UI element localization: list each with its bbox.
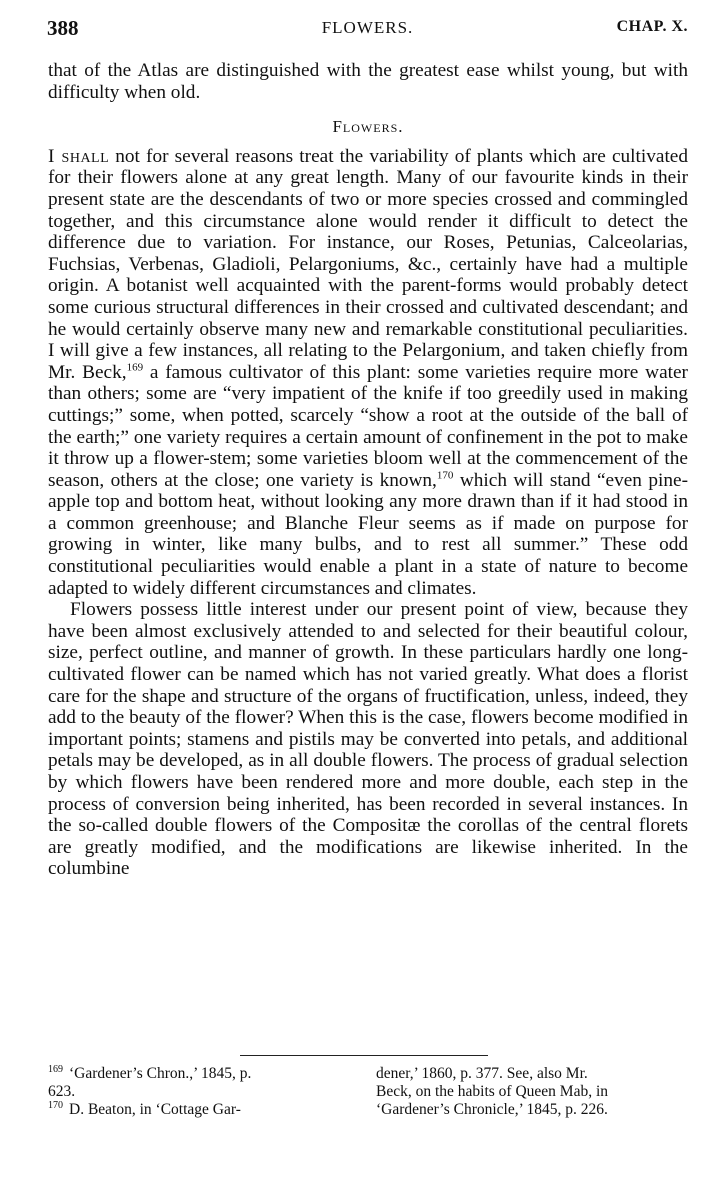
running-header [47, 14, 688, 42]
footnotes-right-column [376, 1065, 688, 1119]
footnote-number: 169 [48, 1063, 63, 1075]
paragraph-1-part-b: a famous cultivator of this plant: some varieties require more water than others; some are “very impatient of the knife if too greedily used in making cuttings;” some, when potted, scarcely “show a root at the outside of the ball of the earth;” one variety requires a certain amount of confinement in the pot to make it throw up a flower-stem; some varieties bloom well at the commencement of the season, others at the close; one variety is known, [48, 361, 688, 491]
section-heading: Flowers. [332, 117, 404, 137]
footnote-170-line-4: ‘Gardener’s Chronicle,’ 1845, p. 226. [376, 1101, 608, 1118]
footnote-rule [240, 1055, 488, 1056]
main-text [48, 60, 688, 880]
continued-paragraph: that of the Atlas are distinguished with the greatest ease whilst young, but with difficulty when old. [48, 60, 688, 103]
running-title: FLOWERS. [321, 18, 414, 37]
paragraph-1 [48, 146, 688, 599]
footnote-169-continued: 623. [48, 1083, 76, 1100]
footnote-text: D. Beaton, in ‘Cottage Gar- [69, 1101, 241, 1118]
lead-words: I shall [48, 145, 110, 167]
paragraph-1-part-a: not for several reasons treat the variability of plants which are cultivated for their flowers alone at any great length. Many of our favourite kinds in their present state are the descendants of two or more species crossed and commingled together, and this circumstance alone would render it difficult to detect the difference due to variation. For instance, our Roses, Petunias, Calceolarias, Fuchsias, Verbenas, Gladioli, Pelargoniums, &c., certainly have had a multiple origin. A botanist well acquainted with the parent-forms would probably detect some curious structural differences in their crossed and cultivated descendant; and he would certainly observe many new and remarkable constitutional peculiarities. I will give a few instances, all relating to the Pelargonium, and taken chiefly from Mr. Beck, [48, 145, 688, 383]
footnote-ref-169[interactable]: 169 [126, 361, 144, 374]
footnote-170 [48, 1101, 358, 1119]
paragraph-2: Flowers possess little interest under our present point of view, because they have been almost exclusively attended to and selected for their beautiful colour, size, perfect outline, and manner of growth. In these particulars hardly one long-cultivated flower can be named which has not varied greatly. What does a florist care for the shape and structure of the organs of fructification, unless, indeed, they add to the beauty of the flower? When this is the case, flowers become modified in important points; stamens and pistils may be converted into petals, and additional petals may be developed, as in all double flowers. The process of gradual selection by which flowers have been rendered more and more double, each step in the process of conversion being inherited, has been recorded in several instances. In the so-called double flowers of the Compositæ the corollas of the central florets are greatly modified, and the modifications are likewise inherited. In the columbine [48, 599, 688, 880]
footnote-number: 170 [48, 1099, 63, 1111]
chapter-label: CHAP. X. [616, 18, 688, 35]
paragraph-1-part-c: which will stand “even pine-apple top and bottom heat, without looking any more drawn than if it had stood in a common greenhouse; and Blanche Fleur seems as if made on purpose for growing in winter, like many bulbs, and to rest all summer.” These odd constitutional peculiarities would enable a plant in a state of nature to become adapted to widely different circumstances and climates. [48, 469, 688, 599]
footnote-169 [48, 1065, 358, 1083]
footnotes-left-column [48, 1065, 358, 1119]
footnote-text: ‘Gardener’s Chron.,’ 1845, p. [69, 1065, 252, 1082]
page-number: 388 [47, 16, 79, 40]
footnote-170-line-3: Beck, on the habits of Queen Mab, in [376, 1083, 609, 1100]
footnote-ref-170[interactable]: 170 [436, 469, 454, 482]
footnote-170-line-2: dener,’ 1860, p. 377. See, also Mr. [376, 1065, 588, 1082]
